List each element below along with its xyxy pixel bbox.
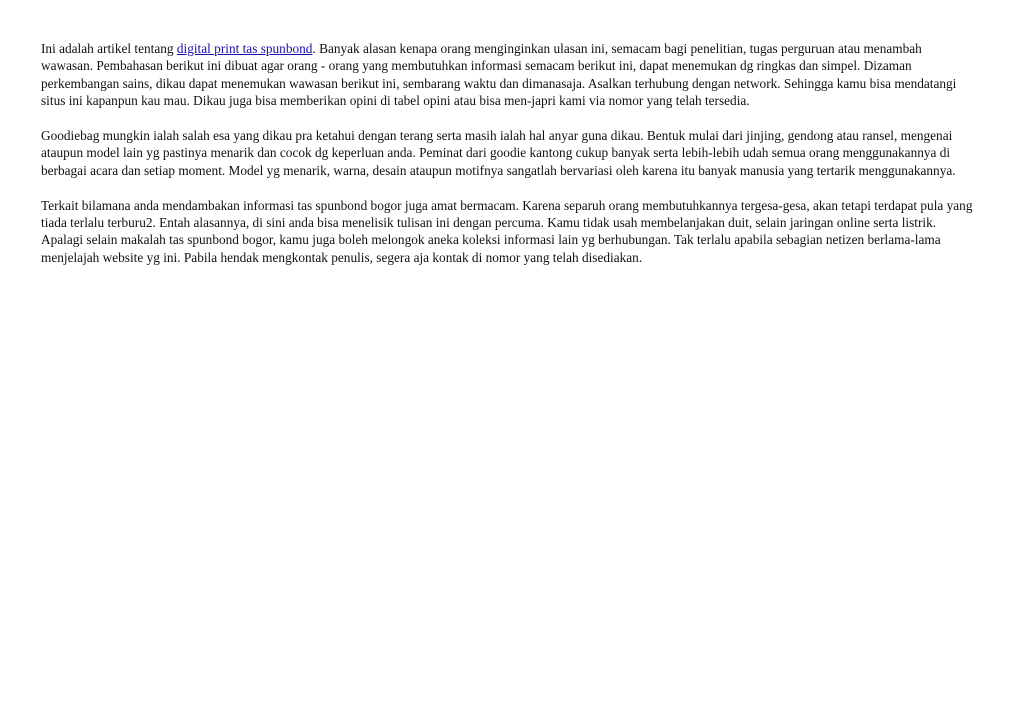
article-body <box>41 40 976 284</box>
tas-spunbond-bogor-paragraph: Terkait bilamana anda mendambakan informasi tas spunbond bogor juga amat bermacam. Karena separuh orang membutuhkannya tergesa-gesa, akan tetapi terdapat pula yang tiada terlalu terburu2. Entah alasannya, di sini anda bisa menelisik tulisan ini dengan percuma. Kamu tidak usah membelanjakan duit, selain jaringan online serta listrik. Apalagi selain makalah tas spunbond bogor, kamu juga boleh melongok aneka koleksi informasi lain yg berhubungan. Tak terlalu apabila sebagian netizen berlama-lama menjelajah website yg ini. Pabila hendak mengkontak penulis, segera aja kontak di nomor yang telah disediakan. <box>41 197 973 265</box>
intro-text-after-link: . Banyak alasan kenapa orang menginginkan ulasan ini, semacam bagi penelitian, tugas perguruan atau menambah wawasan. Pembahasan berikut ini dibuat agar orang - orang yang membutuhkan informasi semacam berikut ini, dapat menemukan dg ringkas dan simpel. Dizaman perkembangan sains, dikau dapat menemukan wawasan berikut ini, sembarang waktu dan dimanasaja. Asalkan terhubung dengan network. Sehingga kamu bisa mendatangi situs ini kapanpun kau mau. Dikau juga bisa memberikan opini di tabel opini atau bisa men-japri kami via nomor yang telah tersedia. <box>41 41 957 109</box>
digital-print-tas-spunbond-link[interactable]: digital print tas spunbond <box>176 41 313 56</box>
intro-paragraph <box>41 40 976 110</box>
goodiebag-paragraph: Goodiebag mungkin ialah salah esa yang dikau pra ketahui dengan terang serta masih ialah hal anyar guna dikau. Bentuk mulai dari jinjing, gendong atau ransel, mengenai ataupun model lain yg pastinya menarik dan cocok dg keperluan anda. Peminat dari goodie kantong cukup banyak serta lebih-lebih udah semua orang menggunakannya di berbagai acara dan setiap moment. Model yg menarik, warna, desain ataupun motifnya sangatlah bervariasi oleh karena itu banyak manusia yang tertarik menggunakannya. <box>41 128 956 178</box>
intro-text-before-link: Ini adalah artikel tentang <box>41 41 177 56</box>
